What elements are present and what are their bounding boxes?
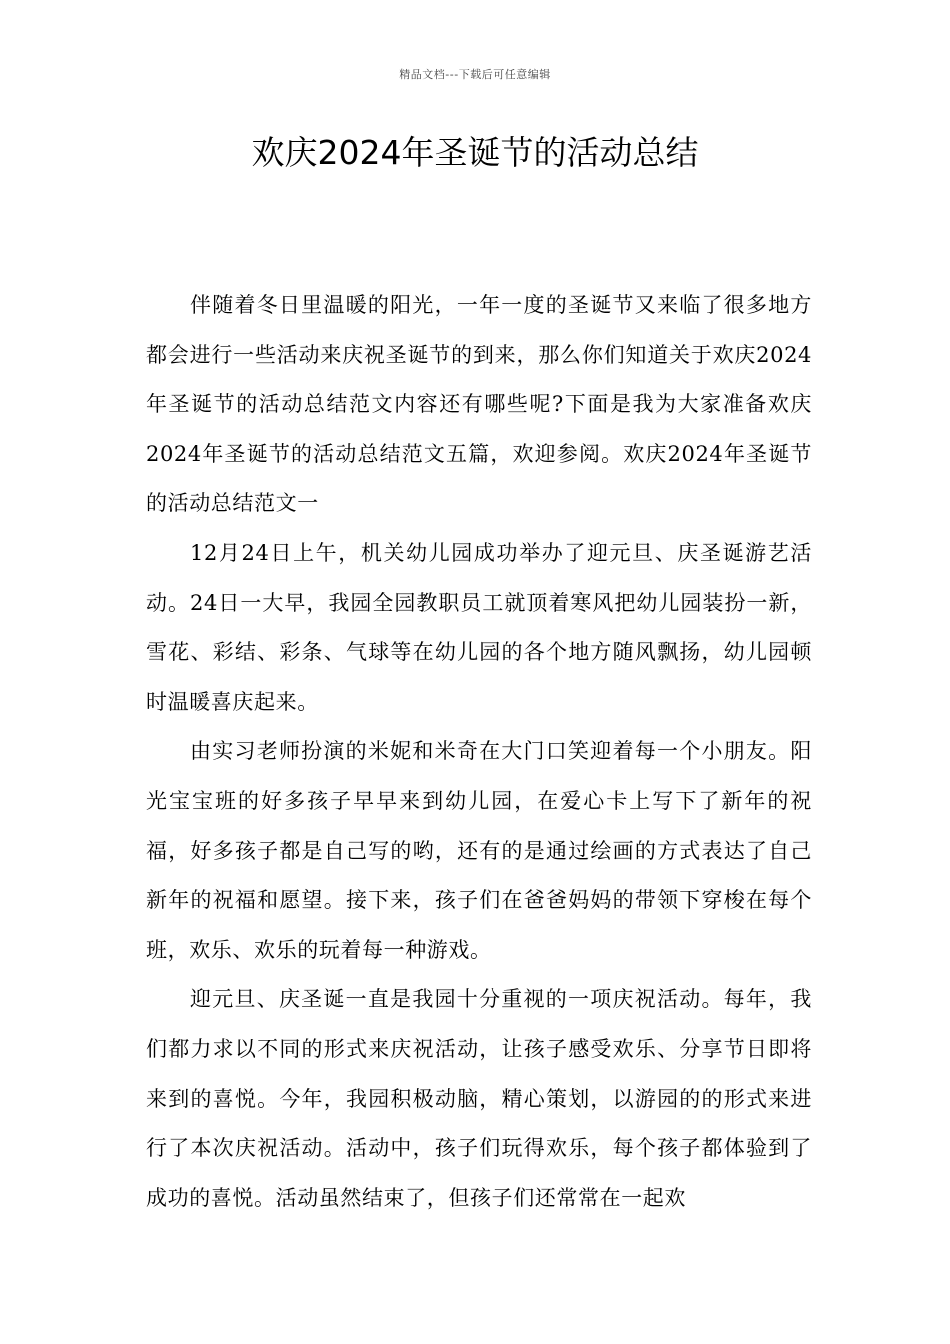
document-body: [146, 281, 812, 1223]
paragraph-1: 伴随着冬日里温暖的阳光，一年一度的圣诞节又来临了很多地方都会进行一些活动来庆祝圣诞节的到来，那么你们知道关于欢庆2024年圣诞节的活动总结范文内容还有哪些呢?下面是我为大家准备欢庆2024年圣诞节的活动总结范文五篇，欢迎参阅。欢庆2024年圣诞节的活动总结范文一: [146, 293, 812, 516]
paragraph-3: 由实习老师扮演的米妮和米奇在大门口笑迎着每一个小朋友。阳光宝宝班的好多孩子早早来到幼儿园，在爱心卡上写下了新年的祝福，好多孩子都是自己写的哟，还有的是通过绘画的方式表达了自己新年的祝福和愿望。接下来，孩子们在爸爸妈妈的带领下穿梭在每个班，欢乐、欢乐的玩着每一种游戏。: [146, 739, 812, 962]
header-note: 精品文档---下载后可任意编辑: [399, 68, 551, 81]
paragraph-4: 迎元旦、庆圣诞一直是我园十分重视的一项庆祝活动。每年，我们都力求以不同的形式来庆祝活动，让孩子感受欢乐、分享节日即将来到的喜悦。今年，我园积极动脑，精心策划，以游园的的形式来进行了本次庆祝活动。活动中，孩子们玩得欢乐，每个孩子都体验到了成功的喜悦。活动虽然结束了，但孩子们还常常在一起欢: [146, 987, 812, 1210]
document-title: 欢庆2024年圣诞节的活动总结: [251, 133, 699, 172]
paragraph-2: 12月24日上午，机关幼儿园成功举办了迎元旦、庆圣诞游艺活动。24日一大早，我园全园教职员工就顶着寒风把幼儿园装扮一新，雪花、彩结、彩条、气球等在幼儿园的各个地方随风飘扬，幼儿园顿时温暖喜庆起来。: [146, 540, 812, 714]
